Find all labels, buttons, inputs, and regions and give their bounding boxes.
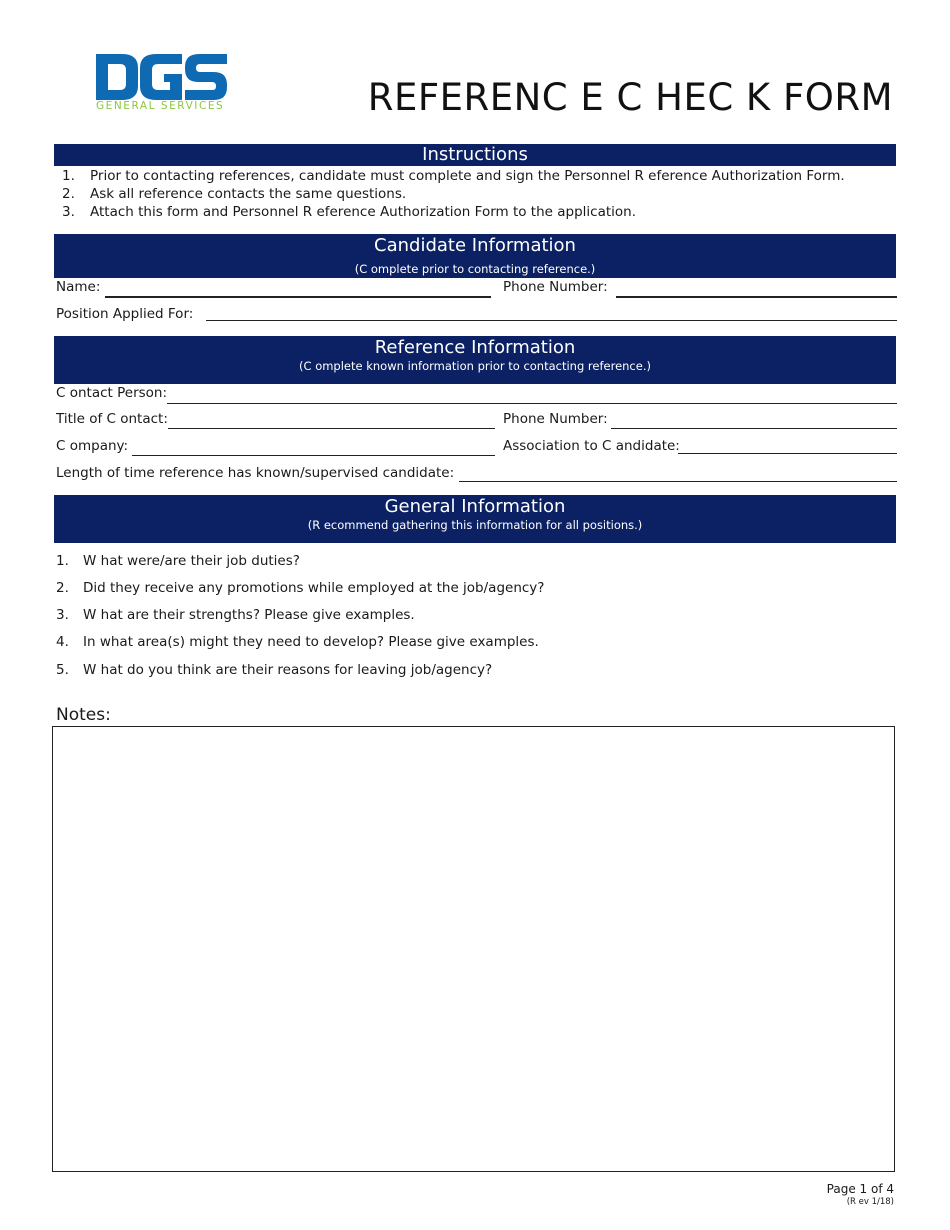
list-item: 1. Prior to contacting references, candidate must complete and sign the Personnel R eference Authorization Form. [62, 168, 845, 184]
contact-person-field[interactable] [167, 403, 897, 404]
candidate-header [54, 234, 896, 278]
reference-header [54, 336, 896, 384]
notes-textarea[interactable] [52, 726, 895, 1172]
position-field[interactable] [206, 320, 897, 321]
revision-label: (R ev 1/18) [846, 1197, 894, 1207]
candidate-phone-field[interactable] [616, 296, 897, 298]
general-heading: General Information [384, 496, 566, 517]
instructions-header [54, 144, 896, 166]
contact-person-label: C ontact Person: [56, 385, 168, 401]
reference-phone-field[interactable] [611, 428, 897, 429]
general-header [54, 495, 896, 543]
company-field[interactable] [132, 455, 495, 456]
contact-title-field[interactable] [168, 428, 495, 429]
reference-phone-label: Phone Number: [503, 411, 608, 427]
company-label: C ompany: [56, 438, 129, 454]
logo-subtext: GENERAL SERVICES [96, 100, 225, 112]
dgs-logo [96, 54, 227, 100]
reference-heading: Reference Information [374, 337, 576, 358]
name-label: Name: [56, 279, 101, 295]
candidate-heading: Candidate Information [374, 235, 576, 256]
page-number: Page 1 of 4 [826, 1182, 894, 1196]
association-label: Association to C andidate: [503, 438, 680, 454]
position-label: Position Applied For: [56, 306, 194, 322]
reference-subheading: (C omplete known information prior to contacting reference.) [299, 359, 651, 373]
question-item: 4. In what area(s) might they need to develop? Please give examples. [56, 634, 539, 650]
contact-title-label: Title of C ontact: [56, 411, 168, 427]
candidate-subheading: (C omplete prior to contacting reference.) [354, 262, 596, 276]
list-item: 2. Ask all reference contacts the same questions. [62, 186, 407, 202]
question-item: 2. Did they receive any promotions while employed at the job/agency? [56, 580, 545, 596]
length-field[interactable] [459, 481, 897, 482]
name-field[interactable] [105, 296, 491, 298]
question-item: 5. W hat do you think are their reasons for leaving job/agency? [56, 662, 493, 678]
instructions-list [62, 167, 845, 221]
candidate-phone-label: Phone Number: [503, 279, 608, 295]
instructions-heading: Instructions [422, 144, 528, 165]
question-item: 3. W hat are their strengths? Please give examples. [56, 607, 415, 623]
length-label: Length of time reference has known/supervised candidate: [56, 465, 455, 481]
list-item: 3. Attach this form and Personnel R eference Authorization Form to the application. [62, 204, 637, 220]
notes-label: Notes: [56, 705, 111, 725]
question-item: 1. W hat were/are their job duties? [56, 553, 300, 569]
association-field[interactable] [678, 453, 897, 454]
general-subheading: (R ecommend gathering this information for all positions.) [307, 518, 643, 532]
page-title: REFERENC E C HEC K FORM [367, 76, 893, 119]
